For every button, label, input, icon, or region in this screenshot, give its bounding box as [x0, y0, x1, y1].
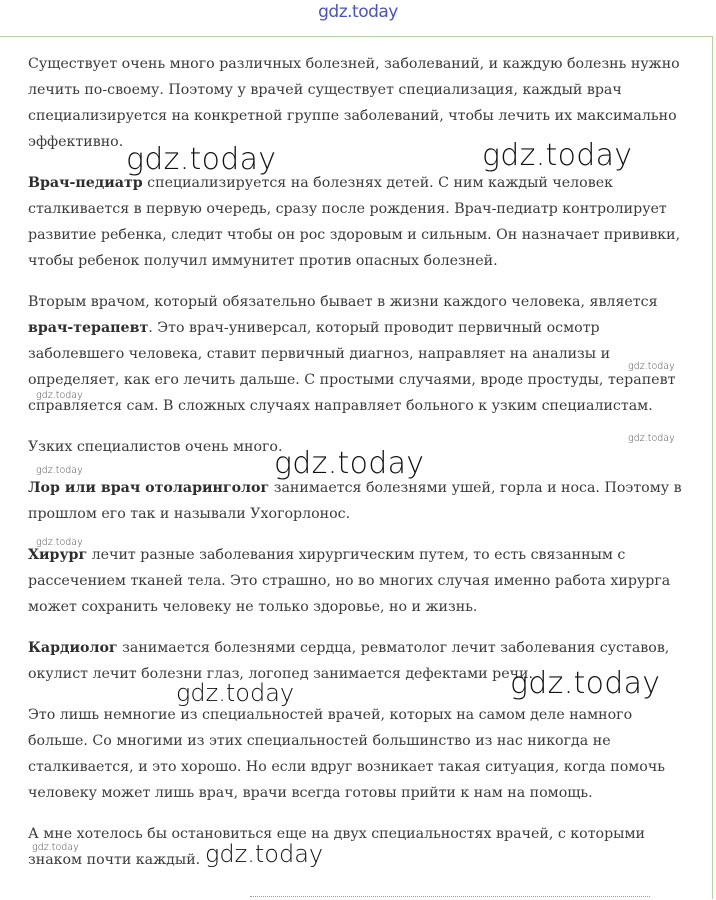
term-therapist: врач-терапевт — [28, 320, 149, 336]
term-cardiologist: Кардиолог — [28, 640, 118, 656]
paragraph-intro: Существует очень много различных болезней, заболеваний, и каждую болезнь нужно лечить по-своему. Поэтому у врачей существует специализация, каждый врач специализируется на конкретной группе заболеваний, чтобы лечить их максимально эффективно. — [28, 56, 680, 150]
next-section-cutoff — [250, 896, 650, 900]
paragraph-specialists: Узких специалистов очень много. — [28, 439, 283, 455]
watermark: gdz.today — [126, 142, 277, 177]
paragraph-closing: А мне хотелось бы остановиться еще на двух специальностях врачей, с которыми знаком почти каждый. — [28, 826, 645, 868]
watermark: gdz.today — [32, 842, 79, 853]
term-pediatrician: Врач-педиатр — [28, 175, 143, 191]
paragraph-surgeon: Хирург лечит разные заболевания хирургическим путем, то есть связанным с рассечением тканей тела. Это страшно, но во многих случая именно работа хирурга может сохранить человеку не только здоровье, но и жизнь. — [28, 547, 671, 615]
paragraph-pediatrician: Врач-педиатр специализируется на болезнях детей. С ним каждый человек сталкивается в первую очередь, сразу после рождения. Врач-педиатр контролирует развитие ребенка, следит чтобы он рос здоровым и сильным. Он назначает прививки, чтобы ребенок получил иммунитет против опасных болезней. — [28, 175, 681, 269]
watermark: gdz.today — [36, 537, 83, 548]
watermark: gdz.today — [36, 390, 83, 401]
term-ent: Лор или врач отоларинголог — [28, 480, 270, 496]
paragraph-ent: Лор или врач отоларинголог занимается болезнями ушей, горла и носа. Поэтому в прошлом его так и называли Ухогорлонос. — [28, 480, 682, 522]
term-surgeon: Хирург — [28, 547, 88, 563]
watermark: gdz.today — [628, 433, 675, 444]
watermark: gdz.today — [274, 446, 425, 481]
paragraph-cardiologist: Кардиолог занимается болезнями сердца, ревматолог лечит заболевания суставов, окулист лечит болезни глаз, логопед занимается дефектами речи. — [28, 640, 670, 682]
right-border — [712, 36, 713, 899]
top-border — [0, 36, 712, 37]
watermark: gdz.today — [36, 465, 83, 476]
paragraph-therapist: Вторым врачом, который обязательно бывает в жизни каждого человека, является врач-терапевт. Это врач-универсал, который проводит первичный осмотр заболевшего человека, ставит первичный диагноз, направляет на анализы и определяет, как его лечить дальше. С простыми случаями, вроде простуды, терапевт справляется сам. В сложных случаях направляет больного к узким специалистам. — [28, 294, 676, 414]
watermark: gdz.today — [628, 361, 675, 372]
watermark: gdz.today — [510, 666, 661, 701]
watermark: gdz.today — [205, 840, 324, 868]
watermark: gdz.today — [176, 679, 295, 707]
article-body — [28, 51, 692, 888]
site-logo[interactable]: gdz.today — [318, 2, 398, 22]
watermark: gdz.today — [482, 138, 633, 173]
paragraph-summary: Это лишь немногие из специальностей врачей, которых на самом деле намного больше. Со многими из этих специальностей большинство из нас никогда не сталкивается, и это хорошо. Но если вдруг возникает такая ситуация, когда помочь человеку может лишь врач, врачи всегда готовы прийти к нам на помощь. — [28, 707, 665, 801]
